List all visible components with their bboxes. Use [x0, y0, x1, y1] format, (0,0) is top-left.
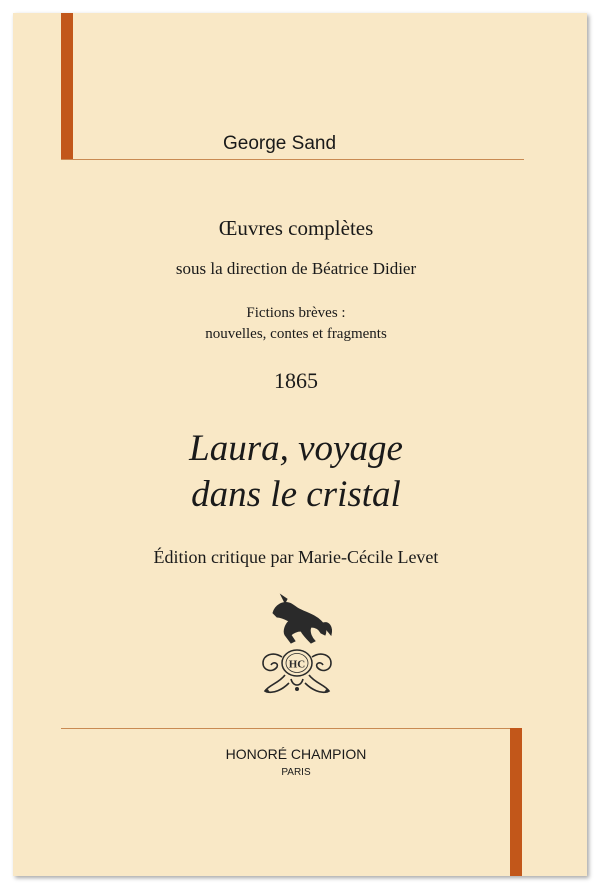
publisher-city: PARIS [281, 767, 311, 778]
accent-bar-top [61, 13, 73, 159]
publisher-emblem-icon [255, 591, 339, 701]
author-name: George Sand [223, 133, 337, 154]
divider-rule-top [61, 159, 524, 160]
emblem-monogram: HC [288, 658, 306, 671]
subseries-line-1: Fictions brèves : [246, 305, 346, 321]
book-cover [13, 13, 587, 876]
book-title-line-2: dans le cristal [191, 474, 401, 515]
publisher-name: HONORÉ CHAMPION [225, 746, 367, 762]
divider-rule-bottom [61, 728, 522, 729]
series-direction: sous la direction de Béatrice Didier [175, 259, 417, 278]
subseries-line-2: nouvelles, contes et fragments [205, 326, 387, 342]
publication-year: 1865 [274, 368, 318, 393]
book-title-line-1: Laura, voyage [189, 428, 403, 469]
series-title: Œuvres complètes [218, 216, 374, 240]
editor-credit: Édition critique par Marie-Cécile Levet [153, 547, 439, 567]
